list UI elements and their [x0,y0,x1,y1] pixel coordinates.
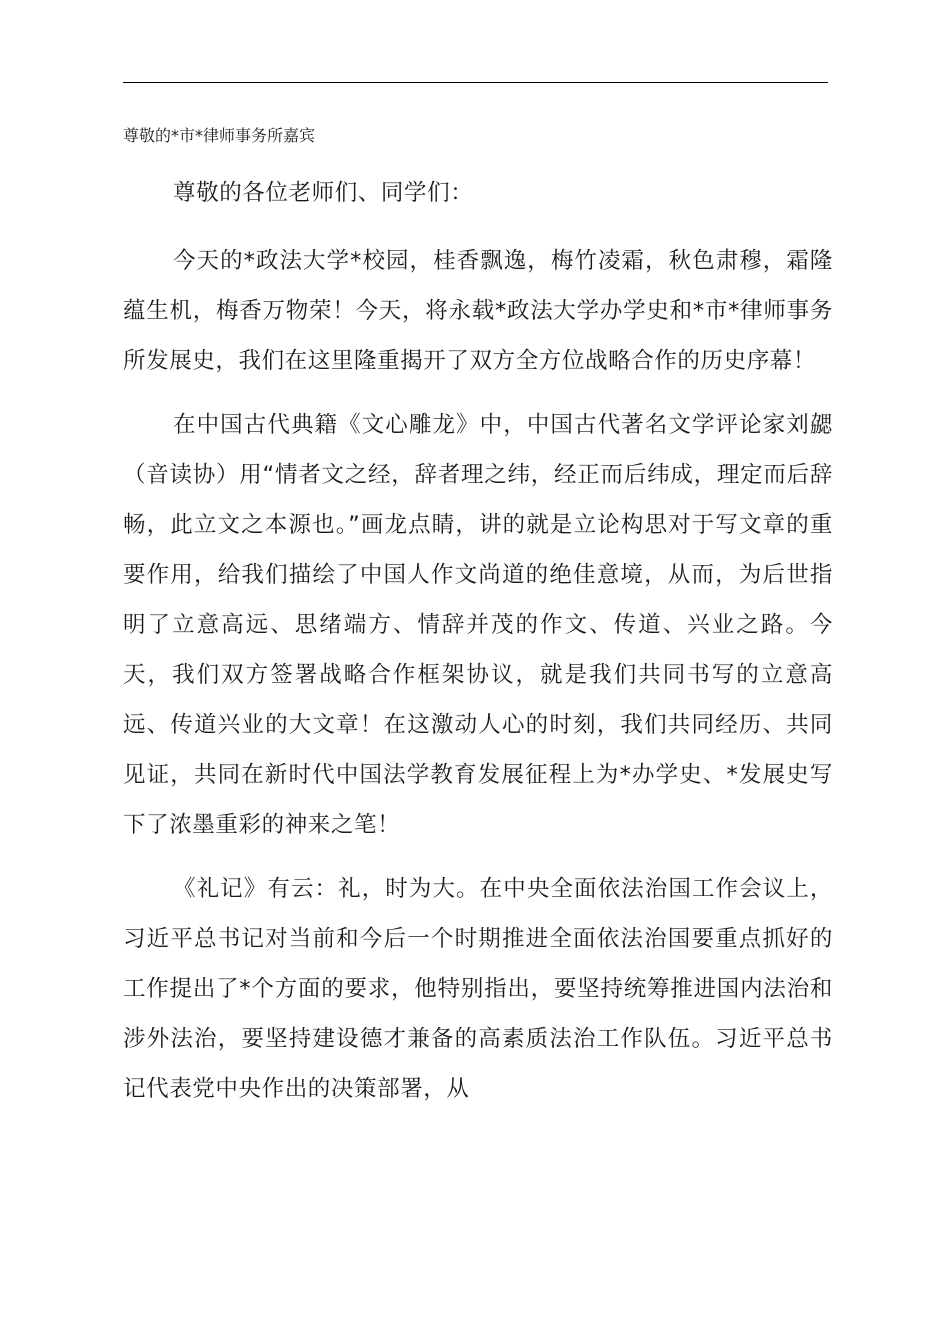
document-body [123,168,833,1128]
header-rule [123,82,828,83]
document-header: 尊敬的*市*律师事务所嘉宾 [123,126,316,145]
paragraph-2: 在中国古代典籍《文心雕龙》中，中国古代著名文学评论家刘勰（音读协）用“情者文之经，辞者理之纬，经正而后纬成，理定而后辞畅，此立文之本源也。”画龙点睛，讲的就是立论构思对于写文章的重要作用，给我们描绘了中国人作文尚道的绝佳意境，从而，为后世指明了立意高远、思绪端方、情辞并茂的作文、传道、兴业之路。今天，我们双方签署战略合作框架协议，就是我们共同书写的立意高远、传道兴业的大文章！在这激动人心的时刻，我们共同经历、共同见证，共同在新时代中国法学教育发展征程上为*办学史、*发展史写下了浓墨重彩的神来之笔！ [123,412,833,838]
salutation: 尊敬的各位老师们、同学们： [173,180,474,206]
paragraph-1: 今天的*政法大学*校园，桂香飘逸，梅竹凌霜，秋色肃穆，霜隆蕴生机，梅香万物荣！今天，将永载*政法大学办学史和*市*律师事务所发展史，我们在这里隆重揭开了双方全方位战略合作的历史序幕！ [123,248,833,374]
paragraph-3: 《礼记》有云：礼，时为大。在中央全面依法治国工作会议上，习近平总书记对当前和今后一个时期推进全面依法治国要重点抓好的工作提出了*个方面的要求，他特别指出，要坚持统筹推进国内法治和涉外法治，要坚持建设德才兼备的高素质法治工作队伍。习近平总书记代表党中央作出的决策部署，从 [123,876,833,1102]
